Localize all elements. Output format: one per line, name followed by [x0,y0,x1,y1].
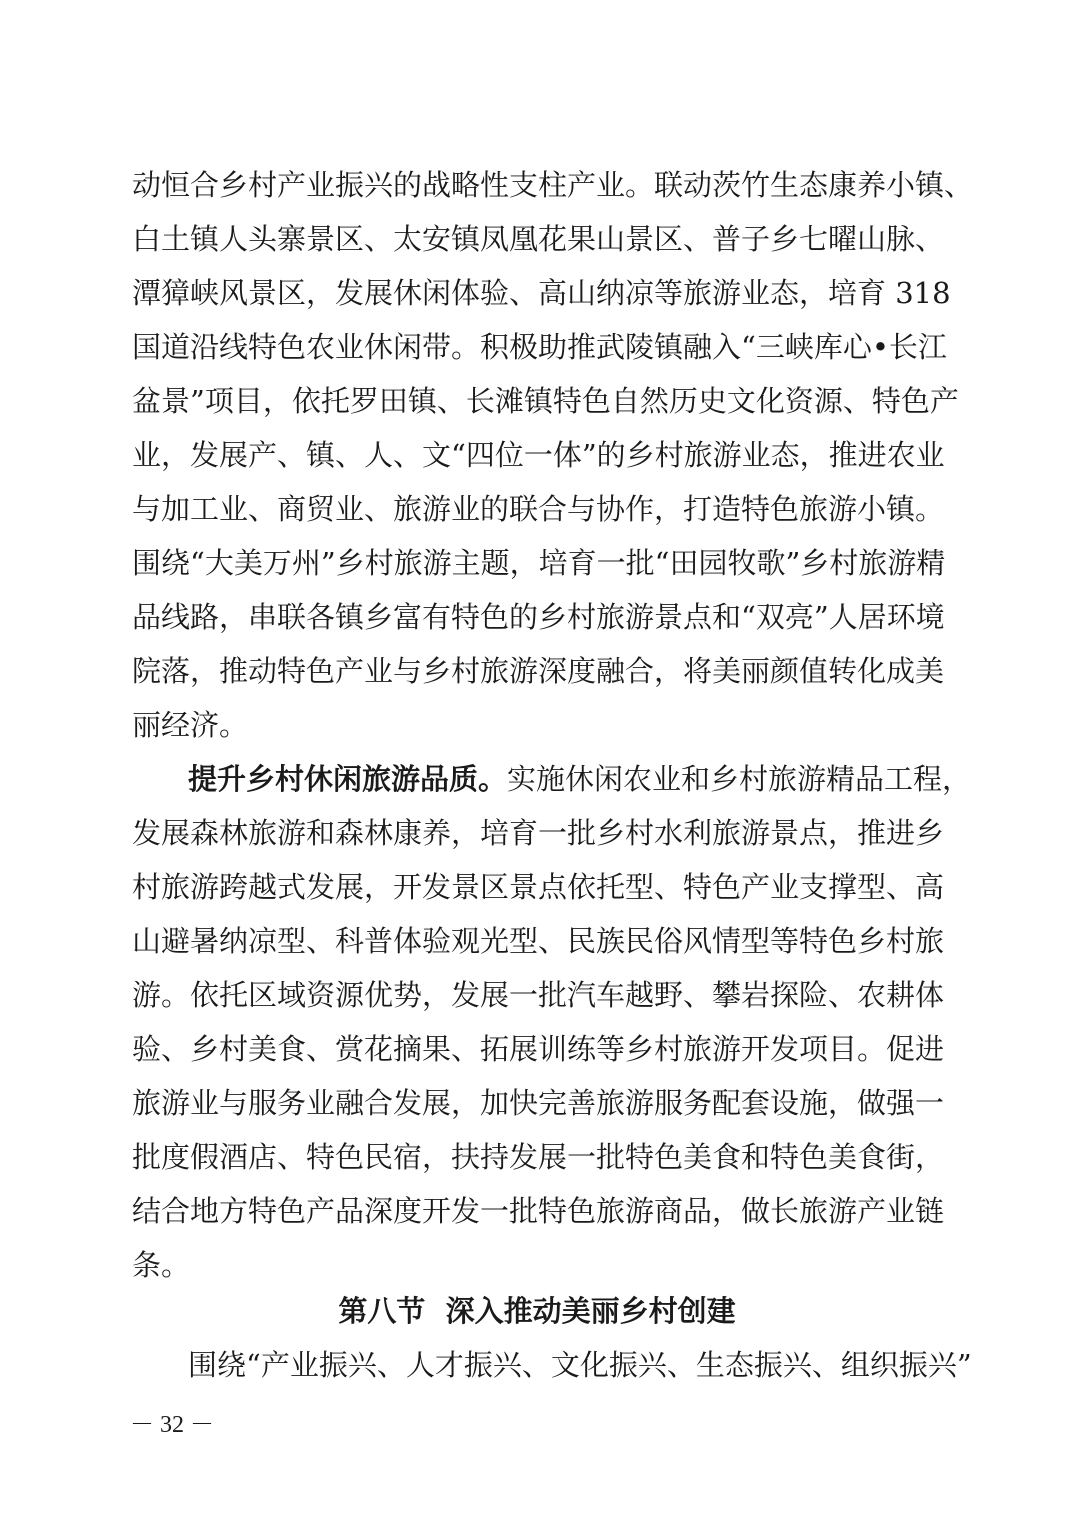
text-line: 山避暑纳凉型、科普体验观光型、民族民俗风情型等特色乡村旅 [132,924,945,958]
text-line: 丽经济。 [132,708,249,742]
text-line: 游。依托区域资源优势，发展一批汽车越野、攀岩探险、农耕体 [132,978,945,1012]
text-line: 潭獐峡风景区，发展休闲体验、高山纳凉等旅游业态，培育 318 [132,276,951,310]
text-line: 条。 [132,1248,191,1282]
text-line: 业，发展产、镇、人、文“四位一体”的乡村旅游业态，推进农业 [132,438,945,472]
section-heading: 第八节 深入推动美丽乡村创建 [338,1294,736,1328]
text-line: 发展森林旅游和森林康养，培育一批乡村水利旅游景点，推进乡 [132,816,945,850]
text-line: 围绕“大美万州”乡村旅游主题，培育一批“田园牧歌”乡村旅游精 [132,546,946,580]
paragraph-first-line: 围绕“产业振兴、人才振兴、文化振兴、生态振兴、组织振兴” [188,1348,972,1382]
text-line: 动恒合乡村产业振兴的战略性支柱产业。联动茨竹生态康养小镇、 [132,168,974,202]
text-line: 与加工业、商贸业、旅游业的联合与协作，打造特色旅游小镇。 [132,492,945,526]
text-line: 盆景”项目，依托罗田镇、长滩镇特色自然历史文化资源、特色产 [132,384,959,418]
text-run: 实施休闲农业和乡村旅游精品工程， [507,762,972,796]
paragraph-lead-heading: 提升乡村休闲旅游品质。 [188,762,508,796]
text-line: 国道沿线特色农业休闲带。积极助推武陵镇融入“三峡库心•长江 [132,330,947,364]
text-line: 批度假酒店、特色民宿，扶持发展一批特色美食和特色美食街， [132,1140,945,1174]
page-number: － 32 － [130,1412,214,1438]
text-line: 村旅游跨越式发展，开发景区景点依托型、特色产业支撑型、高 [132,870,945,904]
text-line: 验、乡村美食、赏花摘果、拓展训练等乡村旅游开发项目。促进 [132,1032,945,1066]
text-line: 院落，推动特色产业与乡村旅游深度融合，将美丽颜值转化成美 [132,654,945,688]
text-line: 品线路，串联各镇乡富有特色的乡村旅游景点和“双亮”人居环境 [132,600,945,634]
text-line: 结合地方特色产品深度开发一批特色旅游商品，做长旅游产业链 [132,1194,945,1228]
text-line-first [188,752,972,806]
text-line: 白土镇人头寨景区、太安镇凤凰花果山景区、普子乡七曜山脉、 [132,222,945,256]
text-line: 旅游业与服务业融合发展，加快完善旅游服务配套设施，做强一 [132,1086,945,1120]
